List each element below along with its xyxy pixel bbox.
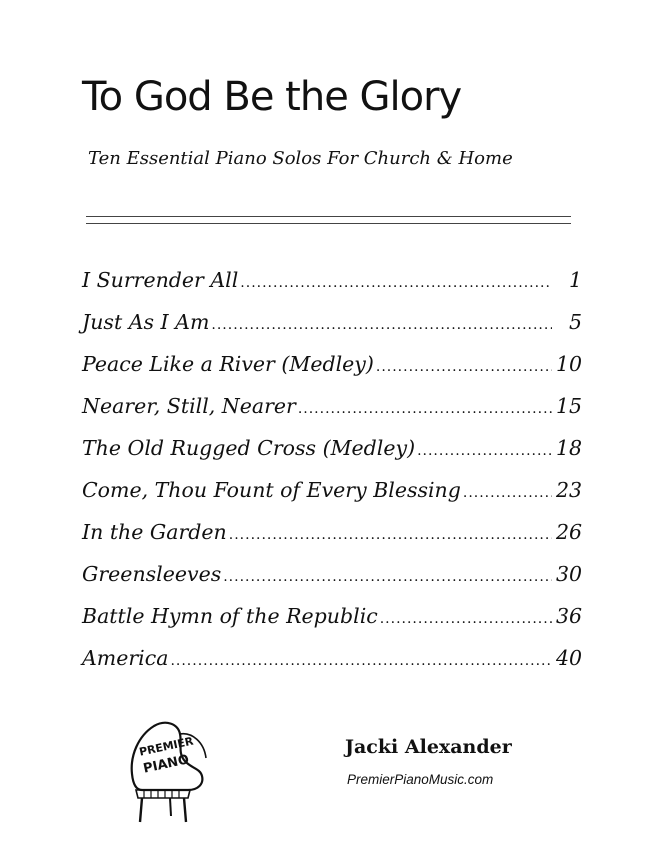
toc-entry-title: Just As I Am — [82, 310, 210, 334]
toc-entry-page: 23 — [556, 478, 583, 502]
toc-leader-dots — [463, 485, 552, 501]
toc-leader-dots — [211, 317, 552, 333]
toc-entry-title: America — [82, 646, 169, 670]
logo-text-piano: PIANO — [142, 752, 191, 777]
toc-entry-title: Peace Like a River (Medley) — [82, 352, 374, 376]
toc-leader-dots — [298, 401, 552, 417]
website-link[interactable]: PremierPianoMusic.com — [347, 772, 494, 787]
toc-entry-page: 36 — [556, 604, 583, 628]
toc-entry-title: Greensleeves — [82, 562, 222, 586]
toc-entry-title: Nearer, Still, Nearer — [82, 394, 296, 418]
toc-entry-title: Battle Hymn of the Republic — [82, 604, 378, 628]
toc-entry — [82, 646, 582, 688]
table-of-contents — [82, 268, 582, 688]
premier-piano-logo — [118, 718, 218, 834]
toc-entry-title: In the Garden — [82, 520, 227, 544]
toc-leader-dots — [229, 527, 552, 543]
logo-text-premier: PREMIER — [138, 734, 195, 759]
divider-rule-top — [86, 216, 571, 217]
grand-piano-icon — [118, 718, 218, 834]
toc-entry — [82, 310, 582, 352]
toc-entry — [82, 562, 582, 604]
book-title: To God Be the Glory — [82, 74, 462, 120]
toc-entry — [82, 436, 582, 478]
toc-entry-page: 26 — [556, 520, 583, 544]
toc-entry — [82, 604, 582, 646]
toc-entry-page: 10 — [556, 352, 583, 376]
toc-entry — [82, 352, 582, 394]
toc-entry-page: 5 — [568, 310, 582, 334]
toc-leader-dots — [223, 569, 552, 585]
toc-entry-page: 18 — [556, 436, 583, 460]
toc-entry-title: I Surrender All — [82, 268, 239, 292]
book-subtitle: Ten Essential Piano Solos For Church & Home — [88, 148, 513, 169]
toc-leader-dots — [417, 443, 552, 459]
toc-leader-dots — [376, 359, 552, 375]
toc-entry — [82, 394, 582, 436]
divider-rule-bottom — [86, 223, 571, 224]
toc-leader-dots — [170, 653, 552, 669]
toc-entry — [82, 478, 582, 520]
toc-entry-page: 1 — [568, 268, 582, 292]
toc-entry-page: 30 — [556, 562, 583, 586]
toc-leader-dots — [240, 275, 552, 291]
author-name: Jacki Alexander — [345, 736, 512, 758]
toc-entry-title: Come, Thou Fount of Every Blessing — [82, 478, 461, 502]
toc-entry-title: The Old Rugged Cross (Medley) — [82, 436, 416, 460]
toc-entry-page: 15 — [556, 394, 583, 418]
toc-entry — [82, 520, 582, 562]
toc-entry — [82, 268, 582, 310]
toc-leader-dots — [380, 611, 552, 627]
toc-entry-page: 40 — [556, 646, 583, 670]
